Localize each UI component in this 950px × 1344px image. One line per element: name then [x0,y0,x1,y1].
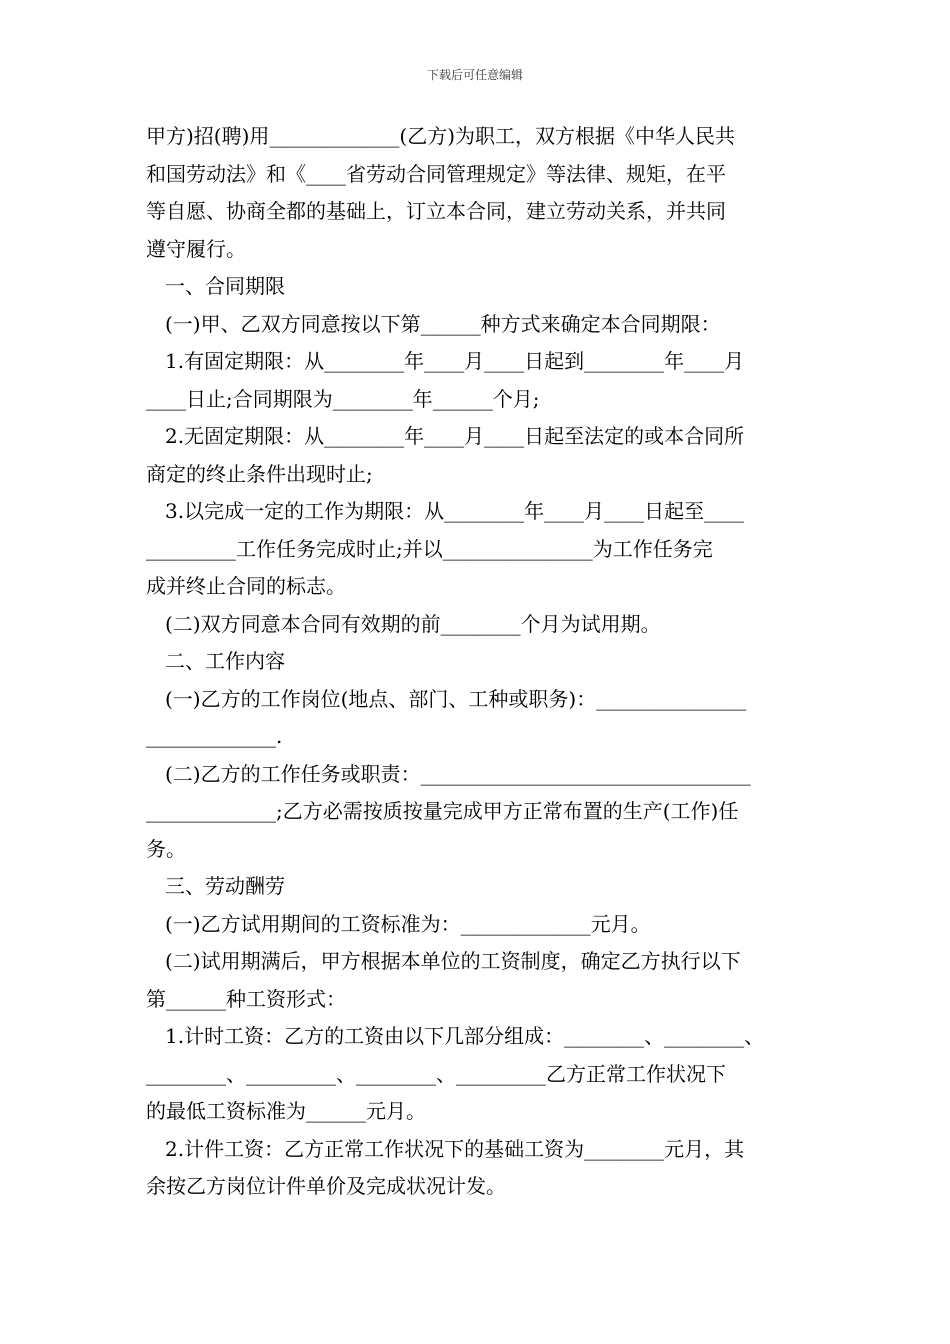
text-line: _____________;乙方必需按质按量完成甲方正常布置的生产(工作)任 [146,799,739,823]
text-line: 商定的终止条件出现时止; [146,461,373,486]
text-line: 的最低工资标准为______元月。 [146,1099,426,1123]
text-line: 一、合同期限 [165,274,285,298]
text-line: 遵守履行。 [146,236,246,261]
page-header: 下载后可任意编辑 [426,68,523,82]
text-line: 1.计时工资：乙方的工资由以下几部分组成：________、________、 [165,1024,765,1048]
text-line: 2.计件工资：乙方正常工作状况下的基础工资为________元月，其 [165,1136,745,1161]
text-line: 3.以完成一定的工作为期限：从________年____月____日起至____ [165,499,745,523]
text-line: 务。 [146,836,186,861]
text-line: (一)乙方试用期间的工资标准为：_____________元月。 [165,911,651,936]
text-line: (二)试用期满后，甲方根据本单位的工资制度，确定乙方执行以下 [165,949,741,973]
text-line: (一)甲、乙双方同意按以下第______种方式来确定本合同期限： [165,311,721,336]
text-line: 1.有固定期限：从________年____月____日起到________年____月 [165,349,745,373]
text-line: (一)乙方的工作岗位(地点、部门、工种或职务)：_______________ [165,686,747,711]
text-line: _________工作任务完成时止;并以_______________为工作任务完 [146,536,713,561]
text-line: 2.无固定期限：从________年____月____日起至法定的或本合同所 [165,424,745,448]
text-line: ________、_________、________、_________乙方正常工作状况下 [146,1061,726,1086]
text-line: _____________. [146,724,283,748]
text-line: (二)双方同意本合同有效期的前________个月为试用期。 [165,611,661,636]
text-line: 二、工作内容 [165,649,285,673]
text-line: 三、劳动酬劳 [165,874,285,898]
text-line: (二)乙方的工作任务或职责：_________________________________ [165,761,751,786]
text-line: 成并终止合同的标志。 [146,574,346,598]
text-line: 等自愿、协商全都的基础上，订立本合同，建立劳动关系，并共同 [146,199,726,223]
text-line: 和国劳动法》和《____省劳动合同管理规定》等法律、规矩，在平 [146,161,726,186]
text-line: ____日止;合同期限为________年______个月; [146,386,540,411]
text-line: 余按乙方岗位计件单价及完成状况计发。 [146,1174,506,1198]
contract-body [146,118,808,1206]
text-line: 甲方)招(聘)用_____________(乙方)为职工，双方根据《中华人民共 [146,124,736,148]
text-line: 第______种工资形式： [146,986,346,1011]
